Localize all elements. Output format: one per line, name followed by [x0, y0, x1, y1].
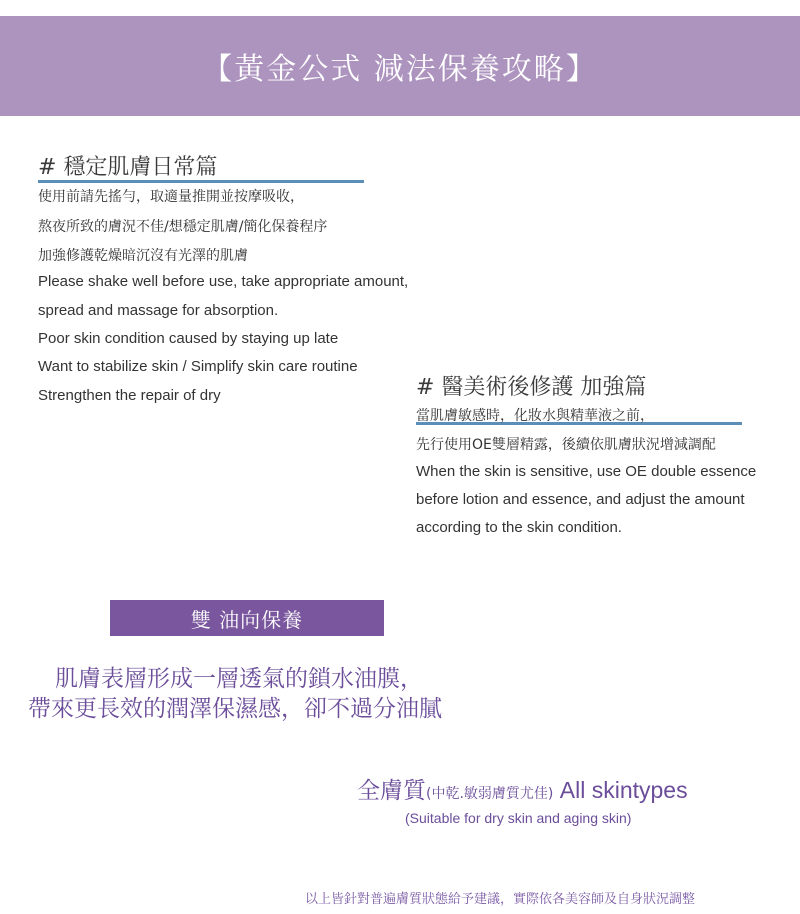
- skintype-note: (中乾.敏弱膚質尤佳): [426, 786, 554, 802]
- feature-label-text: 雙 油向保養: [190, 607, 304, 632]
- section-daily-line: Poor skin condition caused by staying up late: [38, 330, 339, 347]
- section-daily-line: 熬夜所致的膚況不佳/想穩定肌膚/簡化保養程序: [38, 219, 328, 235]
- header-banner: [0, 16, 800, 116]
- section-daily-line: spread and massage for absorption.: [38, 302, 279, 319]
- skintype-english: All skintypes: [553, 777, 688, 803]
- skintype-suitable: (Suitable for dry skin and aging skin): [405, 810, 632, 826]
- footnote: 以上皆針對普遍膚質狀態給予建議，實際依各美容師及自身狀況調整: [305, 892, 696, 907]
- section-daily-line: 加強修護乾燥暗沉沒有光澤的肌膚: [38, 248, 248, 264]
- feature-desc-line2: 帶來更長效的潤澤保濕感，卻不過分油膩: [28, 696, 442, 722]
- section-aesthetic-line: before lotion and essence, and adjust the amount: [416, 491, 745, 508]
- section-aesthetic-line: according to the skin condition.: [416, 519, 622, 536]
- section-daily-line: Please shake well before use, take appropriate amount,: [38, 273, 409, 290]
- section-daily-line: Want to stabilize skin / Simplify skin care routine: [38, 358, 358, 375]
- section-aesthetic-line: 先行使用OE雙層精露，後續依肌膚狀況增減調配: [416, 437, 716, 453]
- feature-label: [110, 600, 384, 636]
- section-daily-line: Strengthen the repair of dry: [38, 387, 221, 404]
- section-daily-line: 使用前請先搖勻，取適量推開並按摩吸收，: [38, 189, 304, 205]
- section-aesthetic-line: When the skin is sensitive, use OE double essence: [416, 463, 757, 480]
- section-aesthetic-line: 當肌膚敏感時，化妝水與精華液之前，: [416, 408, 654, 424]
- section-daily-underline: [38, 180, 364, 183]
- section-aesthetic-title: # 醫美術後修護 加強篇: [416, 375, 647, 400]
- skintype-line: [357, 772, 688, 805]
- banner-title: 【黃金公式 減法保養攻略】: [202, 52, 598, 87]
- section-daily-title: # 穩定肌膚日常篇: [38, 155, 218, 180]
- skintype-main: 全膚質: [357, 778, 426, 804]
- feature-desc-line1: 肌膚表層形成一層透氣的鎖水油膜，: [55, 666, 423, 692]
